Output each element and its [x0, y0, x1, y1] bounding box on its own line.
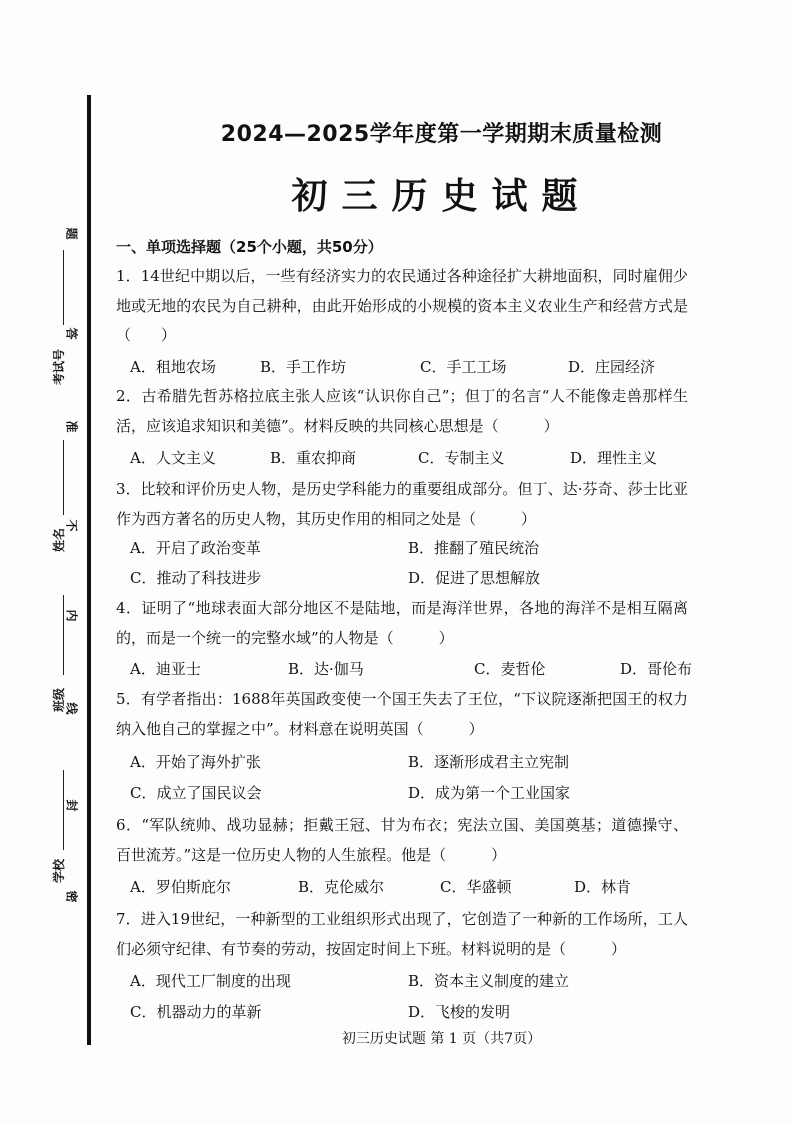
option-b[interactable]: B．资本主义制度的建立 [408, 972, 570, 990]
school-label: 学校 [52, 858, 66, 883]
option-a[interactable]: A．开始了海外扩张 [130, 753, 261, 771]
seal-word: 不 [64, 519, 79, 532]
option-c[interactable]: C．手工工场 [420, 358, 507, 376]
question-text: 2．古希腊先哲苏格拉底主张人应该“认识你自己”；但丁的名言“人不能像走兽那样生活，应该追求知识和美德”。材料反映的共同核心思想是（ ） [116, 387, 688, 435]
question-options [130, 782, 710, 808]
section-heading: 一、单项选择题（25个小题，共50分） [116, 238, 383, 256]
question-options [130, 1001, 710, 1027]
class-line [63, 595, 64, 675]
option-d[interactable]: D．林肯 [574, 878, 632, 896]
question-options [130, 356, 710, 382]
option-b[interactable]: B．达·伽马 [288, 660, 364, 678]
exam-title: 2024—2025学年度第一学期期末质量检测 [220, 122, 663, 147]
subject-title: 初三历史试题 [291, 176, 592, 217]
option-a[interactable]: A．迪亚士 [130, 660, 201, 678]
question-text: 3．比较和评价历史人物，是历史学科能力的重要组成部分。但丁、达·芬奇、莎士比亚作为西方著名的历史人物，其历史作用的相同之处是（ ） [116, 480, 688, 528]
option-b[interactable]: B．推翻了殖民统治 [408, 539, 540, 557]
option-b[interactable]: B．克伦威尔 [298, 878, 385, 896]
option-a[interactable]: A．罗伯斯庇尔 [130, 878, 231, 896]
option-a[interactable]: A．人文主义 [130, 449, 216, 467]
option-c[interactable]: C．成立了国民议会 [130, 784, 262, 802]
name-label: 姓名 [52, 527, 66, 552]
seal-word: 密 [64, 890, 79, 903]
option-a[interactable]: A．现代工厂制度的出现 [130, 972, 291, 990]
option-d[interactable]: D．庄园经济 [568, 358, 656, 376]
question-options [130, 970, 710, 996]
option-c[interactable]: C．专制主义 [418, 449, 505, 467]
page-footer: 初三历史试题 第 1 页（共7页） [341, 1031, 542, 1047]
seal-word: 题 [64, 227, 79, 240]
option-d[interactable]: D．成为第一个工业国家 [408, 784, 571, 802]
question-text: 1．14世纪中期以后，一些有经济实力的农民通过各种途径扩大耕地面积，同时雇佣少地或无地的农民为自己耕种，由此开始形成的小规模的资本主义农业生产和经营方式是（ ） [116, 267, 688, 344]
binding-margin-line [87, 95, 91, 1045]
question-options [130, 751, 710, 777]
option-d[interactable]: D．哥伦布 [620, 660, 693, 678]
question-text: 5．有学者指出：1688年英国政变使一个国王失去了王位，“下议院逐渐把国王的权力纳入他自己的掌握之中”。材料意在说明英国（ ） [116, 690, 688, 738]
question-options [130, 658, 710, 684]
class-label: 班级 [52, 687, 66, 712]
option-b[interactable]: B．重农抑商 [270, 449, 357, 467]
option-d[interactable]: D．促进了思想解放 [408, 569, 541, 587]
option-c[interactable]: C．麦哲伦 [474, 660, 546, 678]
question-options [130, 537, 710, 563]
question-options [130, 567, 710, 593]
question-text: 6．“军队统帅、战功显赫；拒戴王冠、甘为布衣；宪法立国、美国奠基；道德操守、百世流芳。”这是一位历史人物的人生旅程。他是（ ） [116, 816, 688, 864]
seal-word: 准 [64, 420, 79, 433]
exam-number-label: 考试号 [52, 348, 66, 385]
question-text: 4．证明了“地球表面大部分地区不是陆地，而是海洋世界，各地的海洋不是相互隔离的，而是一个统一的完整水域”的人物是（ ） [116, 599, 688, 647]
option-c[interactable]: C．推动了科技进步 [130, 569, 262, 587]
option-b[interactable]: B．逐渐形成君主立宪制 [408, 753, 570, 771]
question-text: 7．进入19世纪，一种新型的工业组织形式出现了，它创造了一种新的工作场所，工人们必须守纪律、有节奏的劳动，按固定时间上下班。材料说明的是（ ） [116, 910, 688, 958]
seal-word: 内 [64, 609, 79, 622]
seal-word: 答 [64, 327, 79, 340]
exam-number-line [63, 250, 64, 325]
option-c[interactable]: C．华盛顿 [440, 878, 512, 896]
question-options [130, 876, 710, 902]
name-line [63, 440, 64, 515]
option-b[interactable]: B．手工作坊 [260, 358, 347, 376]
option-a[interactable]: A．租地农场 [130, 358, 216, 376]
option-c[interactable]: C．机器动力的革新 [130, 1003, 262, 1021]
seal-word: 线 [64, 702, 79, 715]
option-a[interactable]: A．开启了政治变革 [130, 539, 261, 557]
question-options [130, 447, 710, 473]
seal-word: 封 [64, 799, 79, 812]
option-d[interactable]: D．飞梭的发明 [408, 1003, 511, 1021]
option-d[interactable]: D．理性主义 [570, 449, 658, 467]
